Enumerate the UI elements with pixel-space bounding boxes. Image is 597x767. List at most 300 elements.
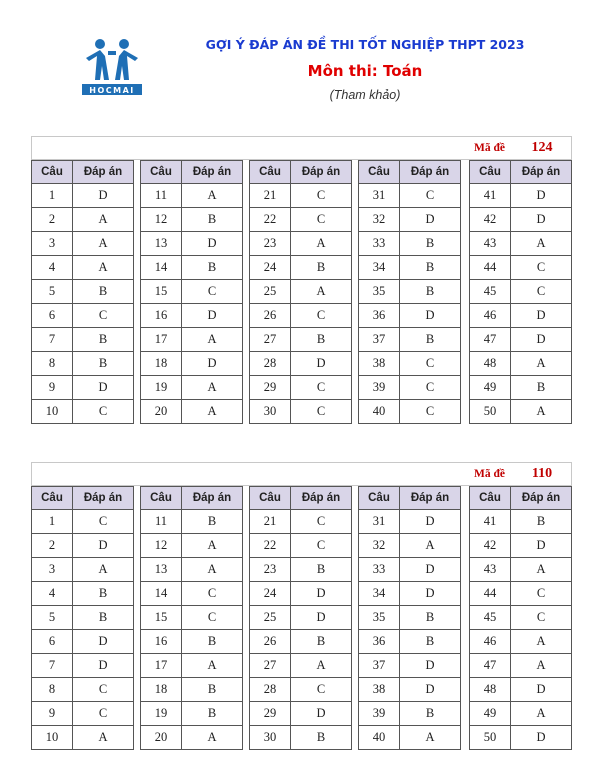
question-number: 28 <box>250 352 291 376</box>
column-header-answer: Đáp án <box>291 487 352 510</box>
answer-block <box>31 486 133 750</box>
table-header-row <box>470 487 572 510</box>
answer-letter: C <box>291 678 352 702</box>
answer-letter: B <box>400 630 461 654</box>
question-number: 38 <box>359 352 400 376</box>
question-number: 36 <box>359 304 400 328</box>
answer-letter: A <box>73 558 134 582</box>
table-row <box>250 280 352 304</box>
question-number: 38 <box>359 678 400 702</box>
question-number: 43 <box>470 558 511 582</box>
question-number: 20 <box>141 726 182 750</box>
answer-letter: B <box>511 376 572 400</box>
answer-letter: C <box>511 582 572 606</box>
answer-letter: D <box>291 606 352 630</box>
table-row <box>141 304 243 328</box>
table-row <box>250 256 352 280</box>
table-row <box>250 678 352 702</box>
answer-letter: A <box>511 630 572 654</box>
question-number: 40 <box>359 726 400 750</box>
table-row <box>250 582 352 606</box>
table-header-row <box>141 161 243 184</box>
question-number: 6 <box>32 304 73 328</box>
answer-letter: A <box>182 184 243 208</box>
answer-block <box>358 486 460 750</box>
answer-letter: B <box>73 328 134 352</box>
table-row <box>32 606 134 630</box>
answer-letter: D <box>291 582 352 606</box>
answer-letter: A <box>511 352 572 376</box>
question-number: 32 <box>359 208 400 232</box>
answer-letter: B <box>291 256 352 280</box>
question-number: 37 <box>359 328 400 352</box>
column-header-question: Câu <box>250 487 291 510</box>
table-row <box>32 304 134 328</box>
table-row <box>250 304 352 328</box>
answer-letter: B <box>400 280 461 304</box>
question-number: 9 <box>32 376 73 400</box>
answer-letter: A <box>182 400 243 424</box>
answer-letter: B <box>182 702 243 726</box>
question-number: 47 <box>470 654 511 678</box>
question-number: 26 <box>250 630 291 654</box>
column-header-answer: Đáp án <box>400 161 461 184</box>
answer-letter: C <box>73 510 134 534</box>
question-number: 41 <box>470 510 511 534</box>
answer-letter: D <box>182 352 243 376</box>
answer-letter: B <box>291 726 352 750</box>
answer-table <box>469 486 572 750</box>
table-row <box>32 376 134 400</box>
question-number: 29 <box>250 702 291 726</box>
table-row <box>32 630 134 654</box>
answer-letter: D <box>182 232 243 256</box>
column-header-question: Câu <box>359 161 400 184</box>
table-row <box>470 208 572 232</box>
answer-table <box>358 486 461 750</box>
answer-letter: B <box>182 256 243 280</box>
question-number: 37 <box>359 654 400 678</box>
answer-letter: A <box>511 654 572 678</box>
table-row <box>250 702 352 726</box>
table-row <box>470 606 572 630</box>
question-number: 50 <box>470 726 511 750</box>
question-number: 7 <box>32 654 73 678</box>
answer-letter: D <box>511 534 572 558</box>
answer-letter: A <box>400 726 461 750</box>
table-row <box>141 702 243 726</box>
answer-letter: A <box>182 534 243 558</box>
question-number: 28 <box>250 678 291 702</box>
question-number: 12 <box>141 534 182 558</box>
table-row <box>32 232 134 256</box>
question-number: 23 <box>250 558 291 582</box>
table-row <box>32 352 134 376</box>
question-number: 24 <box>250 582 291 606</box>
answer-letter: D <box>73 630 134 654</box>
question-number: 2 <box>32 208 73 232</box>
table-row <box>250 184 352 208</box>
question-number: 16 <box>141 630 182 654</box>
table-row <box>250 630 352 654</box>
question-number: 49 <box>470 702 511 726</box>
column-header-question: Câu <box>470 161 511 184</box>
table-row <box>470 400 572 424</box>
answer-letter: A <box>182 726 243 750</box>
table-row <box>32 256 134 280</box>
column-header-question: Câu <box>32 161 73 184</box>
question-number: 35 <box>359 280 400 304</box>
exam-code-value: 124 <box>531 140 553 155</box>
answer-letter: C <box>511 606 572 630</box>
table-row <box>359 678 461 702</box>
answer-table <box>31 160 134 424</box>
answer-letter: D <box>400 304 461 328</box>
table-row <box>250 232 352 256</box>
question-number: 1 <box>32 510 73 534</box>
question-number: 13 <box>141 232 182 256</box>
question-number: 17 <box>141 328 182 352</box>
question-number: 48 <box>470 678 511 702</box>
table-row <box>141 256 243 280</box>
answer-letter: B <box>182 510 243 534</box>
answer-letter: A <box>182 376 243 400</box>
question-number: 47 <box>470 328 511 352</box>
answer-table <box>469 160 572 424</box>
question-number: 30 <box>250 726 291 750</box>
question-number: 19 <box>141 702 182 726</box>
answer-letter: D <box>291 352 352 376</box>
answer-letter: C <box>291 534 352 558</box>
question-number: 14 <box>141 256 182 280</box>
answer-letter: D <box>400 510 461 534</box>
table-row <box>470 510 572 534</box>
answer-letter: A <box>400 534 461 558</box>
question-number: 44 <box>470 582 511 606</box>
answer-block <box>469 486 571 750</box>
column-header-answer: Đáp án <box>73 161 134 184</box>
question-number: 22 <box>250 534 291 558</box>
table-row <box>141 654 243 678</box>
answer-table <box>140 486 243 750</box>
question-number: 15 <box>141 280 182 304</box>
table-row <box>141 630 243 654</box>
question-number: 25 <box>250 606 291 630</box>
table-row <box>141 726 243 750</box>
exam-code-row <box>31 462 572 486</box>
table-row <box>32 582 134 606</box>
table-row <box>141 208 243 232</box>
answer-letter: D <box>73 534 134 558</box>
table-row <box>32 510 134 534</box>
question-number: 2 <box>32 534 73 558</box>
answer-letter: D <box>400 558 461 582</box>
table-row <box>141 582 243 606</box>
table-row <box>32 678 134 702</box>
question-number: 16 <box>141 304 182 328</box>
question-number: 1 <box>32 184 73 208</box>
question-number: 5 <box>32 606 73 630</box>
table-row <box>141 606 243 630</box>
table-row <box>250 534 352 558</box>
answer-letter: C <box>73 400 134 424</box>
question-number: 48 <box>470 352 511 376</box>
answer-block <box>249 160 351 424</box>
table-row <box>470 376 572 400</box>
column-header-question: Câu <box>32 487 73 510</box>
table-row <box>359 376 461 400</box>
column-header-question: Câu <box>250 161 291 184</box>
answer-letter: A <box>291 280 352 304</box>
question-number: 35 <box>359 606 400 630</box>
table-row <box>250 558 352 582</box>
answer-block <box>469 160 571 424</box>
answer-table <box>358 160 461 424</box>
table-row <box>359 184 461 208</box>
question-number: 42 <box>470 534 511 558</box>
column-header-answer: Đáp án <box>511 487 572 510</box>
answer-letter: B <box>400 606 461 630</box>
table-row <box>470 702 572 726</box>
answer-letter: C <box>73 304 134 328</box>
question-number: 34 <box>359 582 400 606</box>
hocmai-logo-icon <box>80 38 144 96</box>
question-number: 39 <box>359 702 400 726</box>
question-number: 49 <box>470 376 511 400</box>
question-number: 25 <box>250 280 291 304</box>
table-row <box>359 606 461 630</box>
answer-letter: B <box>400 256 461 280</box>
column-header-answer: Đáp án <box>511 161 572 184</box>
question-number: 20 <box>141 400 182 424</box>
question-number: 27 <box>250 654 291 678</box>
question-number: 27 <box>250 328 291 352</box>
question-number: 29 <box>250 376 291 400</box>
column-header-answer: Đáp án <box>400 487 461 510</box>
question-number: 46 <box>470 630 511 654</box>
answer-letter: B <box>400 702 461 726</box>
answer-table <box>140 160 243 424</box>
answer-letter: A <box>73 208 134 232</box>
table-row <box>250 208 352 232</box>
answer-letter: B <box>291 558 352 582</box>
exam-code-row <box>31 136 572 160</box>
table-header-row <box>250 487 352 510</box>
answer-letter: D <box>511 304 572 328</box>
answer-letter: B <box>182 630 243 654</box>
question-number: 36 <box>359 630 400 654</box>
table-row <box>32 534 134 558</box>
question-number: 21 <box>250 510 291 534</box>
answer-letter: B <box>182 678 243 702</box>
table-row <box>32 726 134 750</box>
table-row <box>359 630 461 654</box>
question-number: 44 <box>470 256 511 280</box>
answer-letter: A <box>182 654 243 678</box>
table-row <box>359 280 461 304</box>
answer-letter: A <box>511 702 572 726</box>
question-number: 21 <box>250 184 291 208</box>
answer-letter: A <box>511 232 572 256</box>
answer-letter: C <box>73 702 134 726</box>
table-row <box>250 606 352 630</box>
answer-letter: C <box>291 304 352 328</box>
answer-letter: D <box>400 208 461 232</box>
answer-letter: B <box>400 328 461 352</box>
table-row <box>470 352 572 376</box>
answer-letter: A <box>73 256 134 280</box>
table-row <box>250 352 352 376</box>
question-number: 45 <box>470 606 511 630</box>
answer-letter: A <box>73 726 134 750</box>
question-number: 42 <box>470 208 511 232</box>
table-row <box>32 184 134 208</box>
answer-letter: A <box>511 400 572 424</box>
answer-letter: B <box>400 232 461 256</box>
table-header-row <box>250 161 352 184</box>
hocmai-logo <box>80 38 144 96</box>
answer-table <box>249 486 352 750</box>
table-header-row <box>32 487 134 510</box>
answer-letter: C <box>182 280 243 304</box>
answer-block <box>358 160 460 424</box>
answer-letter: C <box>73 678 134 702</box>
question-number: 31 <box>359 184 400 208</box>
answer-letter: B <box>73 352 134 376</box>
answer-letter: B <box>511 510 572 534</box>
question-number: 12 <box>141 208 182 232</box>
column-header-answer: Đáp án <box>182 161 243 184</box>
table-row <box>470 534 572 558</box>
table-row <box>141 534 243 558</box>
answer-block <box>140 486 242 750</box>
question-number: 19 <box>141 376 182 400</box>
question-number: 10 <box>32 726 73 750</box>
table-row <box>141 400 243 424</box>
question-number: 11 <box>141 184 182 208</box>
question-number: 31 <box>359 510 400 534</box>
answer-letter: C <box>400 184 461 208</box>
table-row <box>359 654 461 678</box>
question-number: 39 <box>359 376 400 400</box>
table-row <box>359 558 461 582</box>
table-row <box>250 400 352 424</box>
answer-letter: A <box>182 558 243 582</box>
table-header-row <box>141 487 243 510</box>
table-row <box>470 304 572 328</box>
question-number: 17 <box>141 654 182 678</box>
column-header-question: Câu <box>470 487 511 510</box>
answer-letter: C <box>182 606 243 630</box>
question-number: 8 <box>32 678 73 702</box>
answer-letter: B <box>291 630 352 654</box>
answer-letter: A <box>291 232 352 256</box>
question-number: 4 <box>32 582 73 606</box>
table-row <box>359 534 461 558</box>
question-number: 14 <box>141 582 182 606</box>
question-number: 34 <box>359 256 400 280</box>
table-row <box>470 654 572 678</box>
answer-letter: A <box>291 654 352 678</box>
table-row <box>359 256 461 280</box>
exam-code-label: Mã đề <box>474 468 505 480</box>
answer-letter: D <box>511 726 572 750</box>
table-row <box>250 726 352 750</box>
answer-table <box>249 160 352 424</box>
table-row <box>470 678 572 702</box>
question-number: 18 <box>141 678 182 702</box>
question-number: 33 <box>359 232 400 256</box>
answer-letter: C <box>182 582 243 606</box>
answer-letter: C <box>400 400 461 424</box>
table-row <box>359 304 461 328</box>
table-row <box>32 558 134 582</box>
answer-letter: A <box>73 232 134 256</box>
answer-letter: B <box>291 328 352 352</box>
question-number: 15 <box>141 606 182 630</box>
question-number: 5 <box>32 280 73 304</box>
answer-letter: C <box>291 400 352 424</box>
answer-letter: A <box>511 558 572 582</box>
table-header-row <box>470 161 572 184</box>
column-header-question: Câu <box>359 487 400 510</box>
question-number: 4 <box>32 256 73 280</box>
question-number: 3 <box>32 232 73 256</box>
question-number: 32 <box>359 534 400 558</box>
question-number: 7 <box>32 328 73 352</box>
column-header-question: Câu <box>141 161 182 184</box>
table-row <box>32 208 134 232</box>
answer-block <box>31 160 133 424</box>
answer-letter: C <box>291 376 352 400</box>
table-header-row <box>32 161 134 184</box>
table-row <box>470 558 572 582</box>
table-row <box>141 232 243 256</box>
question-number: 6 <box>32 630 73 654</box>
table-row <box>359 702 461 726</box>
answer-letter: D <box>182 304 243 328</box>
question-number: 46 <box>470 304 511 328</box>
question-number: 33 <box>359 558 400 582</box>
answer-letter: D <box>73 376 134 400</box>
table-row <box>470 726 572 750</box>
reference-note: (Tham khảo) <box>329 88 401 102</box>
question-number: 30 <box>250 400 291 424</box>
table-row <box>141 184 243 208</box>
answer-letter: C <box>400 352 461 376</box>
question-number: 8 <box>32 352 73 376</box>
question-number: 10 <box>32 400 73 424</box>
answer-letter: D <box>73 654 134 678</box>
question-number: 50 <box>470 400 511 424</box>
answer-letter: D <box>400 582 461 606</box>
question-number: 13 <box>141 558 182 582</box>
question-number: 9 <box>32 702 73 726</box>
column-header-answer: Đáp án <box>182 487 243 510</box>
table-row <box>359 208 461 232</box>
question-number: 26 <box>250 304 291 328</box>
answer-letter: C <box>511 280 572 304</box>
answer-letter: B <box>73 606 134 630</box>
table-row <box>359 726 461 750</box>
table-row <box>32 400 134 424</box>
question-number: 40 <box>359 400 400 424</box>
subject-title: Môn thi: Toán <box>307 62 423 80</box>
answer-letter: C <box>291 184 352 208</box>
column-header-question: Câu <box>141 487 182 510</box>
question-number: 18 <box>141 352 182 376</box>
table-row <box>470 184 572 208</box>
